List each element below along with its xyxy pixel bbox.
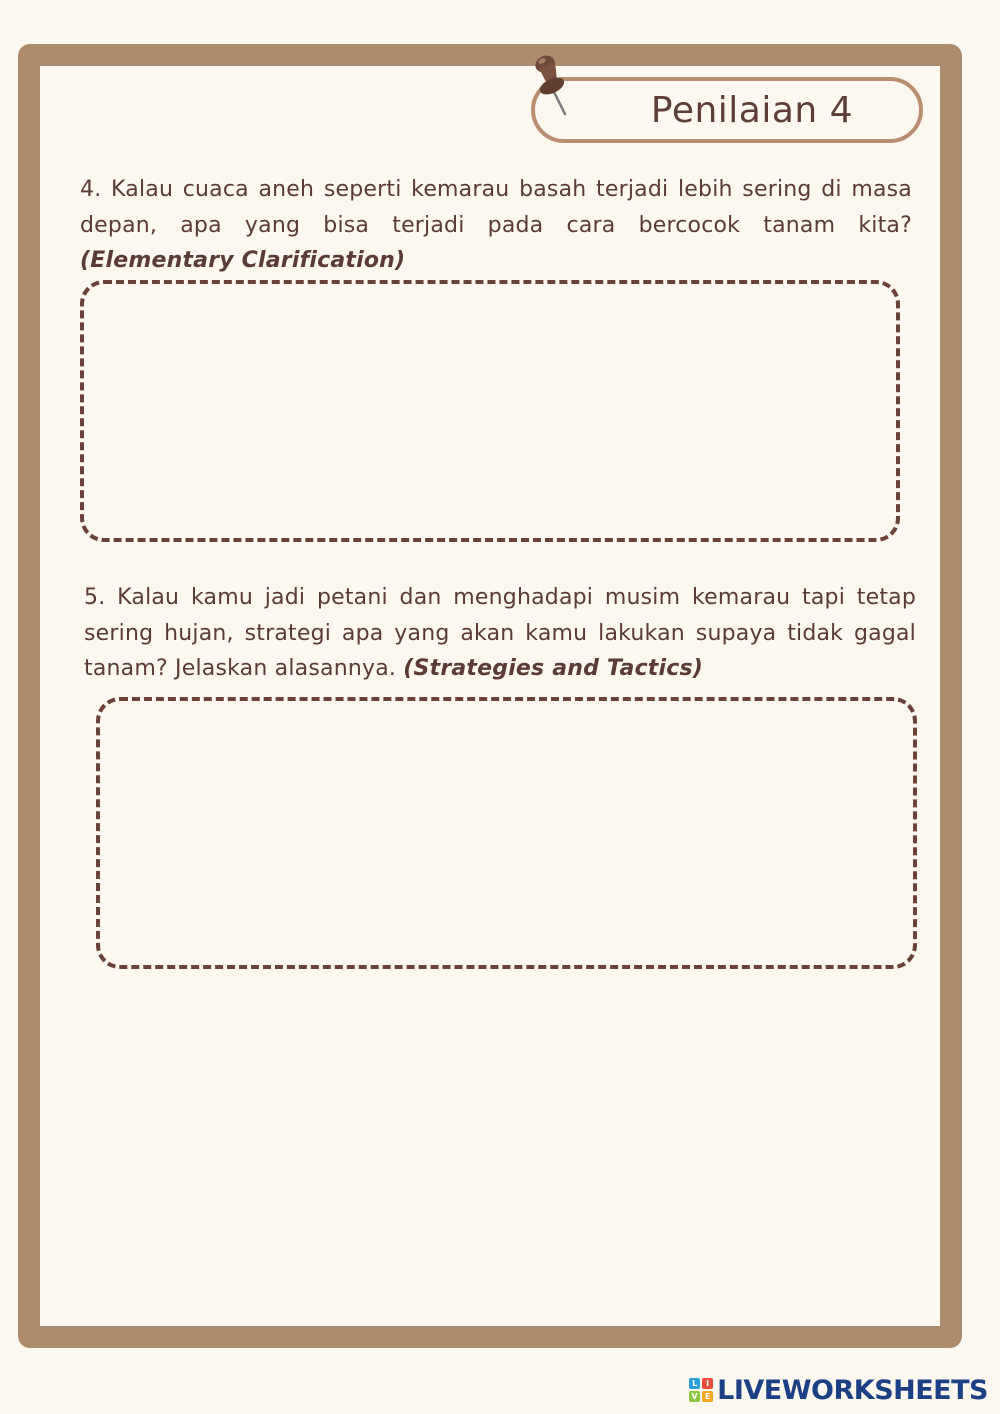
question-4-text: 4. Kalau cuaca aneh seperti kemarau basah terjadi lebih sering di masa depan, apa yang bisa terjadi pada cara bercocok tanam kita? [80,177,912,238]
logo-text: LIVEWORKSHEETS [717,1374,988,1406]
question-5-text: 5. Kalau kamu jadi petani dan menghadapi musim kemarau tapi tetap sering hujan, strategi apa yang akan kamu lakukan supaya tidak gagal tanam? Jelaskan alasannya. [84,585,916,681]
question-5 [84,580,916,687]
logo-mark-letter: V [689,1391,700,1402]
page-title: Penilaian 4 [650,89,854,131]
question-4-tag: (Elementary Clarification) [80,248,406,273]
liveworksheets-logo [689,1373,988,1407]
push-pin-icon [525,50,575,120]
logo-mark-letter: E [702,1391,713,1402]
liveworksheets-logo-icon [689,1378,713,1402]
answer-box-5[interactable] [96,697,917,969]
logo-mark-letter: I [702,1378,713,1389]
question-4 [80,172,912,279]
title-banner [531,77,923,143]
logo-mark-letter: L [689,1378,700,1389]
answer-box-4[interactable] [80,280,900,542]
question-5-tag: (Strategies and Tactics) [403,656,704,681]
